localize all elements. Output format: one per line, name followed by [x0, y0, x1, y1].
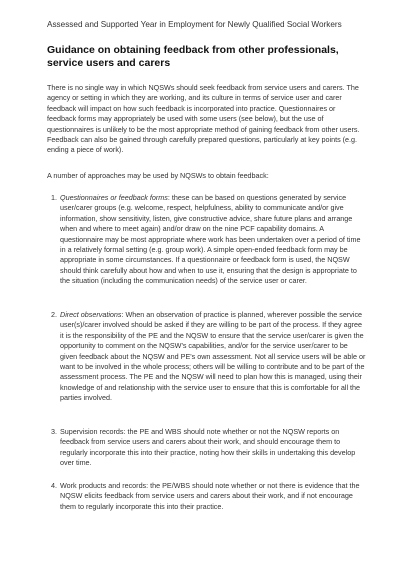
intro-paragraph: There is no single way in which NQSWs should seek feedback from service users and carers. The agency or setting in which they are working, and its culture in terms of service user and carer feedback will impact on how such feedback is incorporated into practice. Questionnaires or feedback forms may appropriately be used with some users (see below), but the use of questionnaires is unlikely to be the most appropriate method of gaining feedback from other users. Feedback can also be gained through carefully prepared questions, particularly at key points (e.g. ending a piece of work).	[47, 83, 360, 155]
list-item-number: 1.	[51, 193, 57, 202]
list-item-text: : these can be based on questions generated by service user/carer groups (e.g. welcome, respect, helpfulness, ability to communicate and/or give information, show sensitivity, listen, give constructive advice, share future plans and arrange when and where to meet again) and/or draw on the nine PCF capability domains. A questionnaire may be most appropriate where work has been undertaken over a period of time in a relatively formal setting (e.g. group work). A simple open-ended feedback form may be appropriate in some circumstances. If a questionnaire or feedback form is used, the NQSW should think carefully about how and when to use it, ensuring that the design is appropriate to the situation (including the communication needs) of the service user or carer.	[60, 193, 361, 286]
list-item-number: 4.	[51, 481, 57, 490]
list-item-number: 3.	[51, 427, 57, 436]
lead-paragraph: A number of approaches may be used by NQSWs to obtain feedback:	[47, 171, 269, 180]
list-item-text: Work products and records: the PE/WBS should note whether or not there is evidence that the NQSW elicits feedback from service users and carers about their work, and if not encourage them to regularly incorporate this into their practice.	[60, 481, 360, 511]
list-item-body	[60, 481, 366, 512]
list-item-label: Direct observations	[60, 310, 122, 319]
list-item-body	[60, 310, 366, 404]
list-item-label: Questionnaires or feedback forms	[60, 193, 168, 202]
list-item-text: Supervision records: the PE and WBS should note whether or not the NQSW reports on feedback from service users and carers about their work, and should encourage them to regularly incorporate this into their practice, noting how their skills in undertaking this develop over time.	[60, 427, 356, 468]
page-title: Guidance on obtaining feedback from other professionals, service users and carers	[47, 44, 339, 69]
list-item-text: : When an observation of practice is planned, wherever possible the service user(s)/carer involved should be asked if they are willing to be part of the process. If they agree it is the responsibility of the PE and the NQSW to ensure that the service user/carer is given the opportunity to comment on the NQSW's capabilities, and/or for the service user/carer to be given feedback about the NQSW and PE's own assessment. Not all service users will be able or want to be involved in the whole process; others will be willing to contribute and to be part of the assessment process. The PE and the NQSW will need to plan how this is managed, using their knowledge of and relationship with the service user to ensure that this is comfortable for all the parties involved.	[60, 310, 366, 403]
list-item-body	[60, 427, 366, 469]
list-item-number: 2.	[51, 310, 57, 319]
running-header: Assessed and Supported Year in Employment for Newly Qualified Social Workers	[47, 20, 342, 29]
list-item-body	[60, 193, 366, 287]
